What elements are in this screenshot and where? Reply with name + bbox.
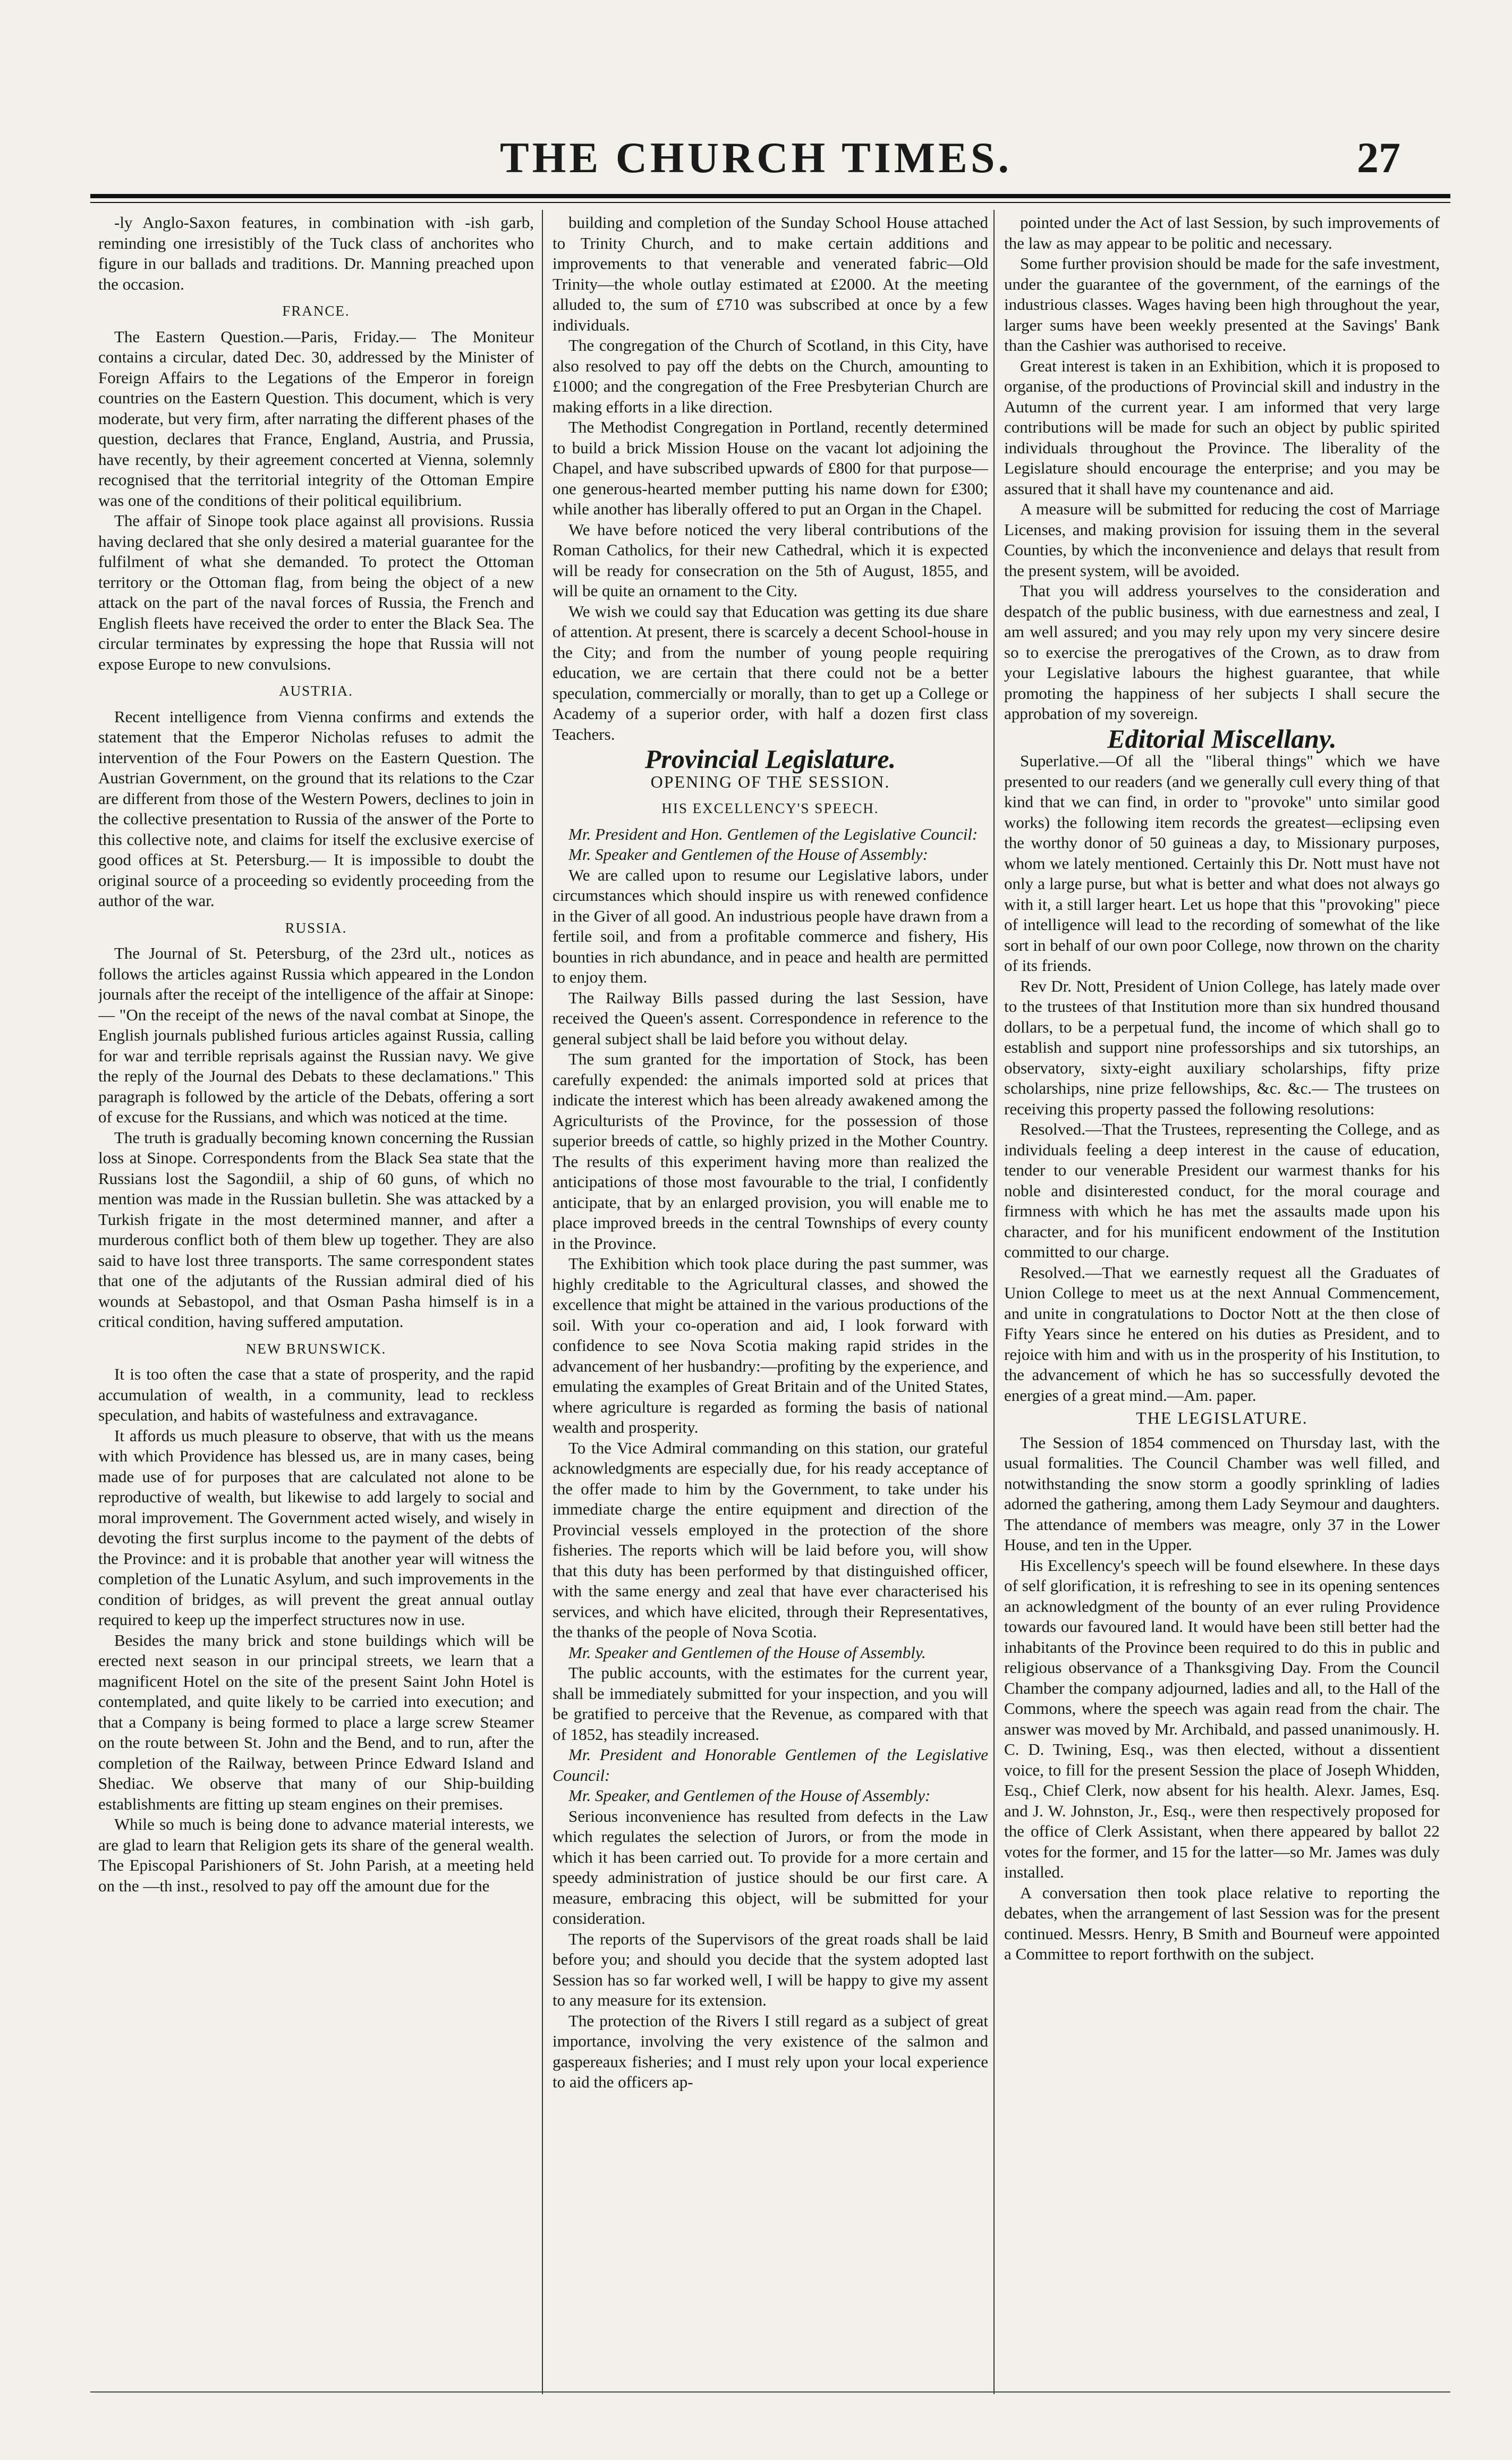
address-salutation: Mr. President and Hon. Gentlemen of the Legislative Council: [568, 824, 978, 843]
section-heading-legislature: THE LEGISLATURE. [1136, 1408, 1308, 1427]
article-paragraph: Recent intelligence from Vienna confirms and extends the statement that the Emperor Nicholas refuses to admit the intervention of the Four Powers on the Eastern Question. The Austrian Government, on the ground that its relations to the Czar are different from those of the Western Powers, declines to join in the collective presentation to Russia of the answer of the Porte to this collective note, and claims for itself the exclusive exercise of good offices at St. Petersburg.— It is impossible to doubt the original source of a proceeding so evidently proceeding from the author of the war. [98, 707, 534, 910]
article-paragraph: We have before noticed the very liberal contributions of the Roman Catholics, for their new Cathedral, which it is expected will be ready for consecration on the 5th of August, 1855, and will be quite an ornament to the City. [553, 520, 988, 600]
article-paragraph: The protection of the Rivers I still regard as a subject of great importance, involving the very existence of the salmon and gaspereaux fisheries; and I must rely upon your local experience to aid the officers ap- [553, 2011, 988, 2091]
bottom-rule [90, 2391, 1450, 2393]
column-2 [553, 213, 988, 2391]
column-divider [993, 210, 995, 2394]
page-number: 27 [1357, 133, 1400, 182]
section-heading-new-brunswick: NEW BRUNSWICK. [245, 1340, 387, 1357]
masthead-rule-thin [90, 202, 1450, 203]
article-paragraph: The Methodist Congregation in Portland, recently determined to build a brick Mission House on the vacant lot adjoining the Chapel, and have subscribed upwards of £800 for that purpose—one generous-hearted member putting his name down for £300; while another has liberally offered to put an Organ in the Chapel. [553, 418, 988, 518]
article-paragraph: Superlative.—Of all the "liberal things" which we have presented to our readers (and we generally cull every thing of that kind that we can find, in order to "provoke" unto similar good works) the following item records the greatest—eclipsing even the worthy donor of 50 guineas a day, to Missionary purposes, whom we lately mentioned. Certainly this Dr. Nott must have not only a large purse, but what is better and what does not always go with it, a still larger heart. Let us hope that this "provoking" piece of intelligence will lead to the recording of somewhat of the like sort in behalf of our own poor College, now thrown on the charity of its friends. [1004, 751, 1440, 975]
article-paragraph: pointed under the Act of last Session, by such improvements of the law as may appear to be politic and necessary. [1004, 213, 1440, 252]
article-paragraph: The affair of Sinope took place against all provisions. Russia having declared that she only desired a material guarantee for the fulfilment of what she demanded. To protect the Ottoman territory or the Ottoman flag, from being the object of a new attack on the part of the naval forces of Russia, the French and English fleets have received the order to enter the Black Sea. The circular terminates by expressing the hope that Russia will not expose Europe to new convulsions. [98, 511, 534, 673]
column-divider [542, 210, 543, 2394]
article-paragraph: While so much is being done to advance material interests, we are glad to learn that Religion gets its share of the general wealth. The Episcopal Parishioners of St. John Parish, at a meeting held on the —th inst., resolved to pay off the amount due for the [98, 1815, 534, 1895]
article-paragraph: We are called upon to resume our Legislative labors, under circumstances which should inspire us with renewed confidence in the Giver of all good. An industrious people have drawn from a fertile soil, and from a profitable commerce and fishery, His bounties in rich abundance, and in peace and health are permitted to enjoy them. [553, 865, 988, 986]
article-paragraph: Rev Dr. Nott, President of Union College, has lately made over to the trustees of that Institution more than six hundred thousand dollars, to be a perpetual fund, the income of which shall go to establish and support nine professorships and six tutorships, an observatory, sixty-eight auxiliary scholarships, fifty prize scholarships, nine prize fellowships, &c. &c.— The trustees on receiving this property passed the following resolutions: [1004, 976, 1440, 1118]
article-paragraph: The Session of 1854 commenced on Thursday last, with the usual formalities. The Council Chamber was well filled, and notwithstanding the snow storm a goodly sprinkling of ladies adorned the gathering, among them Lady Seymour and daughters. The attendance of members was meagre, only 37 in the Lower House, and ten in the Upper. [1004, 1433, 1440, 1554]
masthead-rule-thick [90, 194, 1450, 198]
section-heading-editorial-miscellany: Editorial Miscellany. [1107, 723, 1337, 754]
article-paragraph: To the Vice Admiral commanding on this station, our grateful acknowledgments are especially due, for his ready acceptance of the offer made to him by the Government, to take under his immediate charge the entire equipment and direction of the Provincial vessels employed in the protection of the shore fisheries. The reports which will be laid before you, will show that this duty has been performed by that distinguished officer, with the same energy and zeal that have ever characterised his services, and which have elicited, through their Representatives, the thanks of the people of Nova Scotia. [553, 1438, 988, 1641]
article-paragraph: That you will address yourselves to the consideration and despatch of the public business, with due earnestness and zeal, I am well assured; and you may rely upon my very sincere desire so to exercise the prerogatives of the Crown, as to draw from your Legislative labours the highest guarantee, that while promoting the happiness of her subjects I shall secure the approbation of my sovereign. [1004, 581, 1440, 723]
section-heading-austria: AUSTRIA. [279, 683, 353, 699]
article-paragraph: The Journal of St. Petersburg, of the 23rd ult., notices as follows the articles against Russia which appeared in the London journals after the receipt of the intelligence of the affair at Sinope:— "On the receipt of the news of the naval combat at Sinope, the English journals published furious articles against Russia, calling for war and terrible reprisals against the Russian navy. We give the reply of the Journal des Debats to these declamations." This paragraph is followed by the article of the Debats, offering a sort of excuse for the Russians, and which was noticed at the time. [98, 944, 534, 1126]
article-paragraph: Resolved.—That we earnestly request all the Graduates of Union College to meet us at the next Annual Commencement, and unite in congratulations to Doctor Nott at the then close of Fifty Years since he entered on his duties as President, and to rejoice with him and with us in the prosperity of his Institution, to the advancement of which he has so successfully devoted the energies of a great mind.—Am. paper. [1004, 1263, 1440, 1405]
address-salutation: Mr. Speaker and Gentlemen of the House of Assembly: [568, 845, 928, 864]
article-paragraph: -ly Anglo-Saxon features, in combination with -ish garb, reminding one irresistibly of the Tuck class of anchorites who figure in our ballads and traditions. Dr. Manning preached upon the occasion. [98, 213, 534, 293]
article-paragraph: The Exhibition which took place during the past summer, was highly creditable to the Agricultural classes, and showed the excellence that might be attained in the various productions of the soil. With your co-operation and aid, I look forward with confidence to see Nova Scotia making rapid strides in the advancement of her husbandry:—profiting by the experience, and emulating the examples of Great Britain and of the United States, where agriculture is regarded as forming the basis of national wealth and prosperity. [553, 1254, 988, 1436]
article-paragraph: We wish we could say that Education was getting its due share of attention. At present, there is scarcely a decent School-house in the City; and from the number of young people requiring education, we are certain that there could not be a better speculation, commercially or morally, than to get up a College or Academy of a superior order, with half a dozen first class Teachers. [553, 602, 988, 743]
article-paragraph: building and completion of the Sunday School House attached to Trinity Church, and to make certain additions and improvements to that venerable and venerated fabric—Old Trinity—the whole outlay estimated at £2000. At the meeting alluded to, the sum of £710 was subscribed at once by a few individuals. [553, 213, 988, 334]
article-paragraph: The public accounts, with the estimates for the current year, shall be immediately submitted for your inspection, and you will be gratified to perceive that the Revenue, as compared with that of 1852, has steadily increased. [553, 1663, 988, 1744]
article-paragraph: A conversation then took place relative to reporting the debates, when the arrangement of last Session was for the present continued. Messrs. Henry, B Smith and Bourneuf were appointed a Committee to report forthwith on the subject. [1004, 1883, 1440, 1963]
article-paragraph: The Railway Bills passed during the last Session, have received the Queen's assent. Correspondence in reference to the general subject shall be laid before you without delay. [553, 988, 988, 1048]
section-heading-russia: RUSSIA. [285, 919, 347, 936]
article-paragraph: It is too often the case that a state of prosperity, and the rapid accumulation of wealth, in a community, lead to reckless speculation, and habits of wastefulness and extravagance. [98, 1365, 534, 1424]
article-paragraph: Great interest is taken in an Exhibition, which it is proposed to organise, of the productions of Provincial skill and industry in the Autumn of the current year. I am informed that very large contributions will be made for such an object by public spirited individuals throughout the Province. The liberality of the Legislature should encourage the enterprise; and you may be assured that it shall have my countenance and aid. [1004, 356, 1440, 498]
section-heading-france: FRANCE. [282, 303, 350, 319]
article-paragraph: The truth is gradually becoming known concerning the Russian loss at Sinope. Correspondents from the Black Sea state that the Russians lost the Sagondiil, a ship of 60 guns, of which no mention was made in the Russian bulletin. She was attacked by a Turkish frigate in the most determined manner, and after a murderous conflict both of them blew up together. They are also said to have lost three transports. The same correspondent states that one of the adjutants of the Russian admiral died of his wounds at Sebastopol, and that Osman Pasha himself is in a critical condition, having suffered amputation. [98, 1128, 534, 1331]
article-paragraph: The reports of the Supervisors of the great roads shall be laid before you; and should you decide that the system adopted last Session has so far worked well, I will be happy to give my assent to any measure for its extension. [553, 1929, 988, 2009]
subheading-opening-of-session: OPENING OF THE SESSION. [650, 772, 890, 791]
article-paragraph: The congregation of the Church of Scotland, in this City, have also resolved to pay off the debts on the Church, amounting to £1000; and the congregation of the Free Presbyterian Church are making efforts in a like direction. [553, 336, 988, 416]
article-paragraph: The sum granted for the importation of Stock, has been carefully expended: the animals imported sold at prices that indicate the interest which has been already awakened among the Agriculturists of the Province, for the possession of those superior breeds of cattle, so highly prized in the Mother Country. The results of this experiment having more than realized the anticipations of those most favourable to the trial, I confidently anticipate, that by an enlarged provision, you will enable me to place improved breeds in the central Townships of every county in the Province. [553, 1050, 988, 1253]
address-salutation: Mr. Speaker and Gentlemen of the House of Assembly. [568, 1643, 926, 1662]
section-heading-provincial-legislature: Provincial Legislature. [644, 744, 896, 774]
address-salutation: Mr. President and Honorable Gentlemen of the Legislative Council: [553, 1745, 988, 1785]
address-salutation: Mr. Speaker, and Gentlemen of the House of Assembly: [568, 1786, 931, 1805]
column-3 [1004, 213, 1440, 2391]
article-paragraph: Some further provision should be made for the safe investment, under the guarantee of the government, of the earnings of the industrious classes. Wages having been high throughout the year, larger sums have been weekly presented at the Savings' Bank than the Cashier was authorised to receive. [1004, 254, 1440, 354]
column-1 [98, 213, 534, 2391]
article-paragraph: Serious inconvenience has resulted from defects in the Law which regulates the selection of Jurors, or from the mode in which it has been carried out. To provide for a more certain and speedy administration of justice should be our first care. A measure, embracing this object, will be submitted for your consideration. [553, 1806, 988, 1928]
article-paragraph: Resolved.—That the Trustees, representing the College, and as individuals feeling a deep interest in the cause of education, tender to our venerable President our warmest thanks for his noble and disinterested conduct, for the moral courage and firmness with which he has met the assaults made upon his character, and for his munificent endowment of the Institution committed to our charge. [1004, 1120, 1440, 1261]
article-paragraph: His Excellency's speech will be found elsewhere. In these days of self glorification, it is refreshing to see in its opening sentences an acknowledgment of the bounty of an ever ruling Providence towards our favoured land. It would have been still better had the inhabitants of the Province been required to do this in public and religious observance of a Thanksgiving Day. From the Council Chamber the company adjourned, ladies and all, to the Hall of the Commons, where the speech was again read from the chair. The answer was moved by Mr. Archibald, and passed unanimously. H. C. D. Twining, Esq., was then elected, without a dissentient voice, to fill for the present Session the place of Joseph Whidden, Esq., Chief Clerk, now absent for his health. Alexr. James, Esq. and J. W. Johnston, Jr., Esq., were then respectively proposed for the office of Clerk Assistant, when there appeared by ballot 22 votes for the former, and 15 for the latter—so Mr. James was duly installed. [1004, 1556, 1440, 1881]
article-paragraph: Besides the many brick and stone buildings which will be erected next season in our principal streets, we learn that a magnificent Hotel on the site of the present Saint John Hotel is contemplated, and quite likely to be carried into execution; and that a Company is being formed to place a large screw Steamer on the route between St. John and the Bend, and to run, after the completion of the Railway, between Prince Edward Island and Shediac. We observe that many of our Ship-building establishments are fitting up steam engines on their premises. [98, 1630, 534, 1813]
subheading-speech: HIS EXCELLENCY'S SPEECH. [661, 800, 879, 816]
article-paragraph: It affords us much pleasure to observe, that with us the means with which Providence has blessed us, are in many cases, being made use of for purposes that are calculated not alone to be reproductive of wealth, but likewise to add largely to social and moral improvement. The Government acted wisely, and wisely in devoting the first surplus income to the payment of the debts of the Province: and it is probable that another year will witness the completion of the Lunatic Asylum, and such improvements in the condition of bridges, as will prevent the great annual outlay required to keep up the imperfect structures now in use. [98, 1426, 534, 1629]
article-paragraph: The Eastern Question.—Paris, Friday.— The Moniteur contains a circular, dated Dec. 30, addressed by the Minister of Foreign Affairs to the Legations of the Emperor in foreign countries on the Eastern Question. This document, which is very moderate, but very firm, after narrating the different phases of the question, declares that France, England, Austria, and Prussia, have recently, by their agreement concerted at Vienna, solemnly recognised that the territorial integrity of the Ottoman Empire was one of the conditions of their political equilibrium. [98, 327, 534, 510]
article-paragraph: A measure will be submitted for reducing the cost of Marriage Licenses, and making provision for issuing them in the several Counties, by which the inconvenience and delays that result from the present system, will be avoided. [1004, 500, 1440, 580]
masthead-title: THE CHURCH TIMES. [500, 133, 1012, 182]
